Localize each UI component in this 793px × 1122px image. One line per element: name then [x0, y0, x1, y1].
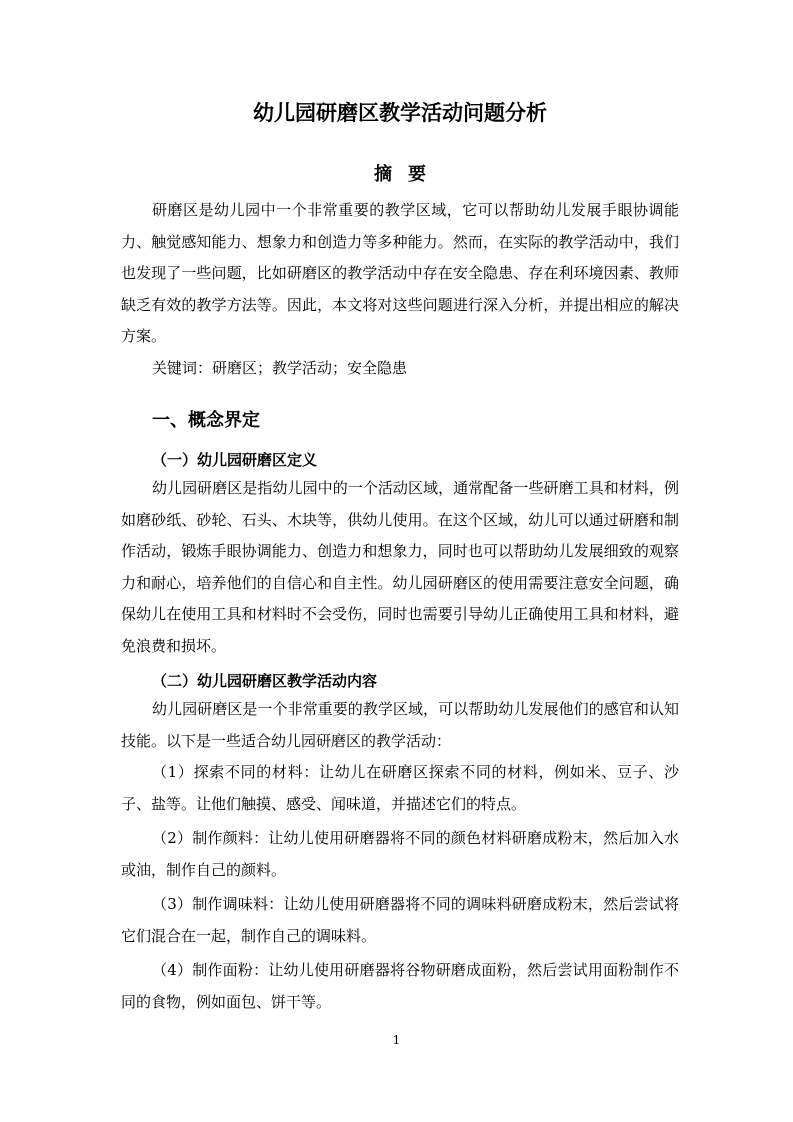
subsection-heading-activity-content: （二）幼儿园研磨区教学活动内容 [152, 672, 378, 690]
abstract-heading: 摘要 [374, 164, 442, 185]
section-heading-concept-definition: 一、概念界定 [152, 410, 260, 431]
activity-list-item: （1）探索不同的材料：让幼儿在研磨区探索不同的材料，例如米、豆子、沙子、盐等。让他们触摸、感受、闻味道，并描述它们的特点。 [121, 763, 679, 813]
page-number: 1 [392, 1033, 401, 1047]
subsection-heading-definition: （一）幼儿园研磨区定义 [152, 451, 318, 469]
activity-list-item: （3）制作调味料：让幼儿使用研磨器将不同的调味料研磨成粉末，然后尝试将它们混合在一起，制作自己的调味料。 [121, 895, 679, 945]
activity-intro-paragraph: 幼儿园研磨区是一个非常重要的教学区域，可以帮助幼儿发展他们的感官和认知技能。以下是一些适合幼儿园研磨区的教学活动： [121, 700, 679, 750]
page-content [121, 98, 679, 1021]
abstract-paragraph: 研磨区是幼儿园中一个非常重要的教学区域，它可以帮助幼儿发展手眼协调能力、触觉感知能力、想象力和创造力等多种能力。然而，在实际的教学活动中，我们也发现了一些问题，比如研磨区的教学活动中存在安全隐患、存在利环境因素、教师缺乏有效的教学方法等。因此，本文将对这些问题进行深入分析，并提出相应的解决方案。 [121, 201, 679, 345]
activity-list-item: （2）制作颜料：让幼儿使用研磨器将不同的颜色材料研磨成粉末，然后加入水或油，制作自己的颜料。 [121, 829, 679, 879]
document-title: 幼儿园研磨区教学活动问题分析 [253, 101, 547, 125]
keywords-line: 关键词：研磨区；教学活动；安全隐患 [152, 358, 408, 377]
definition-paragraph: 幼儿园研磨区是指幼儿园中的一个活动区域，通常配备一些研磨工具和材料，例如磨砂纸、砂轮、石头、木块等，供幼儿使用。在这个区域，幼儿可以通过研磨和制作活动，锻炼手眼协调能力、创造力和想象力，同时也可以帮助幼儿发展细致的观察力和耐心，培养他们的自信心和自主性。幼儿园研磨区的使用需要注意安全问题，确保幼儿在使用工具和材料时不会受伤，同时也需要引导幼儿正确使用工具和材料，避免浪费和损坏。 [121, 479, 679, 655]
activity-list-item: （4）制作面粉：让幼儿使用研磨器将谷物研磨成面粉，然后尝试用面粉制作不同的食物，例如面包、饼干等。 [121, 961, 679, 1011]
